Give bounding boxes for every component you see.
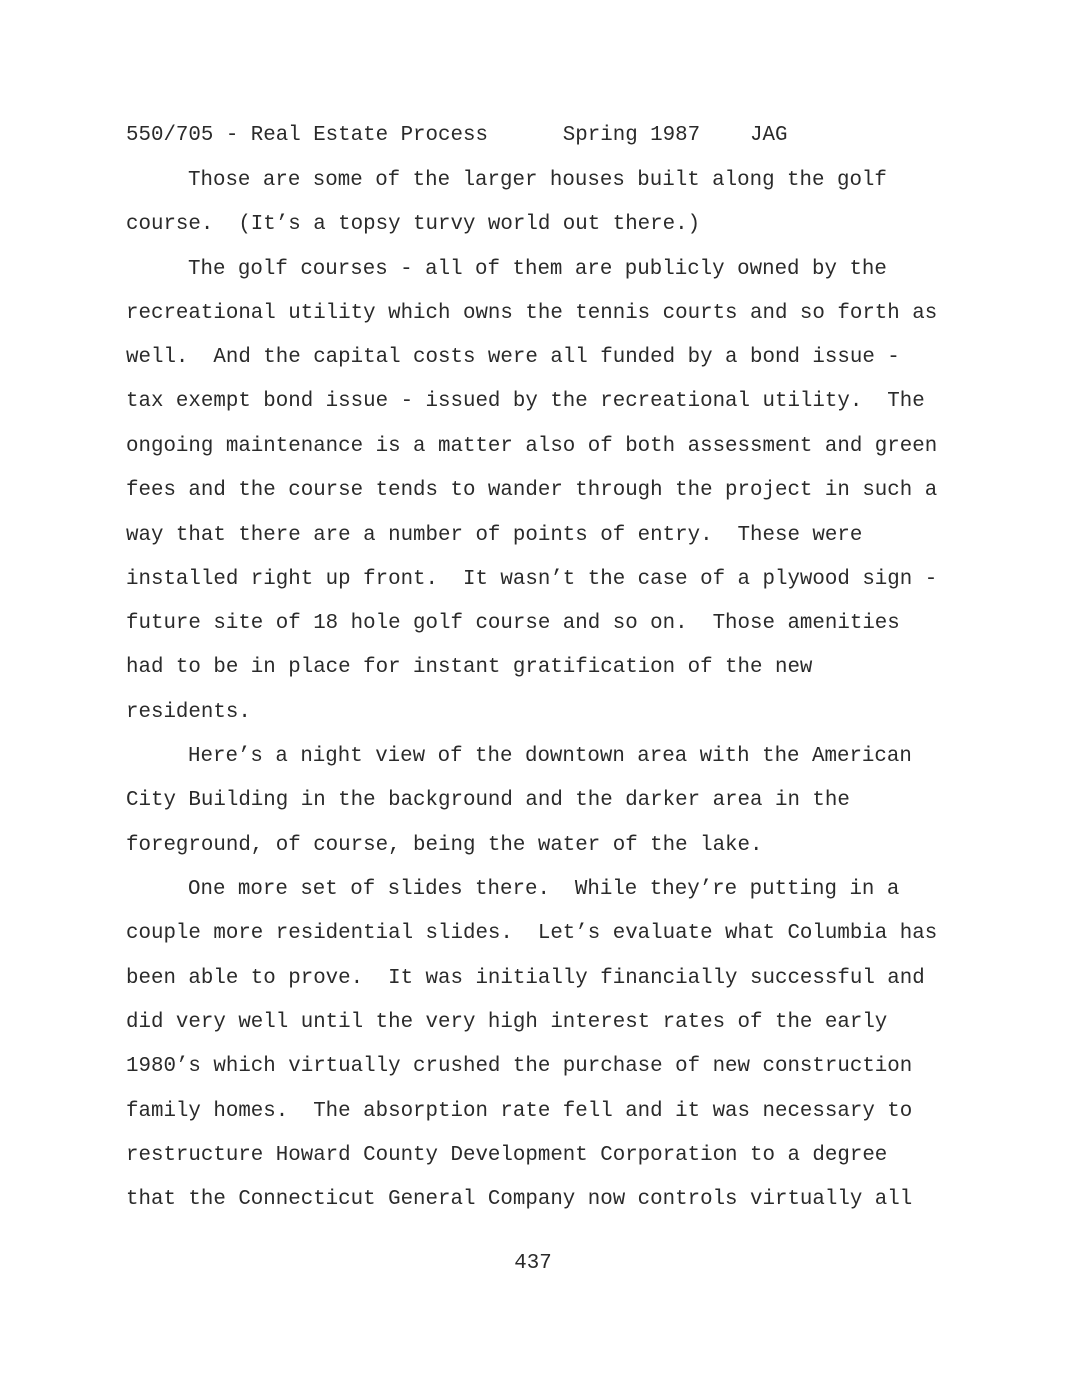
text-line: One more set of slides there. While they’re putting in a	[188, 878, 900, 901]
text-line: residents.	[126, 701, 251, 724]
text-line: Those are some of the larger houses built along the golf	[188, 169, 887, 192]
text-line: had to be in place for instant gratification of the new	[126, 656, 813, 679]
text-line: did very well until the very high interest rates of the early	[126, 1011, 888, 1034]
text-line: City Building in the background and the darker area in the	[126, 789, 850, 812]
page-number: 437	[514, 1252, 552, 1275]
text-line: Here’s a night view of the downtown area with the American	[188, 745, 912, 768]
text-line: well. And the capital costs were all funded by a bond issue -	[126, 346, 900, 369]
text-line: foreground, of course, being the water of the lake.	[126, 834, 763, 857]
text-line: family homes. The absorption rate fell and it was necessary to	[126, 1100, 913, 1123]
text-line: ongoing maintenance is a matter also of both assessment and green	[126, 435, 938, 458]
page-header: 550/705 - Real Estate Process Spring 1987 JAG	[126, 124, 788, 147]
text-line: installed right up front. It wasn’t the case of a plywood sign -	[126, 568, 938, 591]
text-line: couple more residential slides. Let’s evaluate what Columbia has	[126, 922, 938, 945]
text-line: The golf courses - all of them are publicly owned by the	[188, 258, 887, 281]
text-line: 1980’s which virtually crushed the purchase of new construction	[126, 1055, 913, 1078]
text-line: future site of 18 hole golf course and so on. Those amenities	[126, 612, 900, 635]
text-line: recreational utility which owns the tennis courts and so forth as	[126, 302, 938, 325]
text-line: way that there are a number of points of entry. These were	[126, 524, 863, 547]
text-line: that the Connecticut General Company now controls virtually all	[126, 1188, 913, 1211]
text-line: restructure Howard County Development Corporation to a degree	[126, 1144, 888, 1167]
text-line: been able to prove. It was initially financially successful and	[126, 967, 925, 990]
text-line: fees and the course tends to wander through the project in such a	[126, 479, 938, 502]
text-line: tax exempt bond issue - issued by the recreational utility. The	[126, 390, 925, 413]
text-line: course. (It’s a topsy turvy world out there.)	[126, 213, 701, 236]
